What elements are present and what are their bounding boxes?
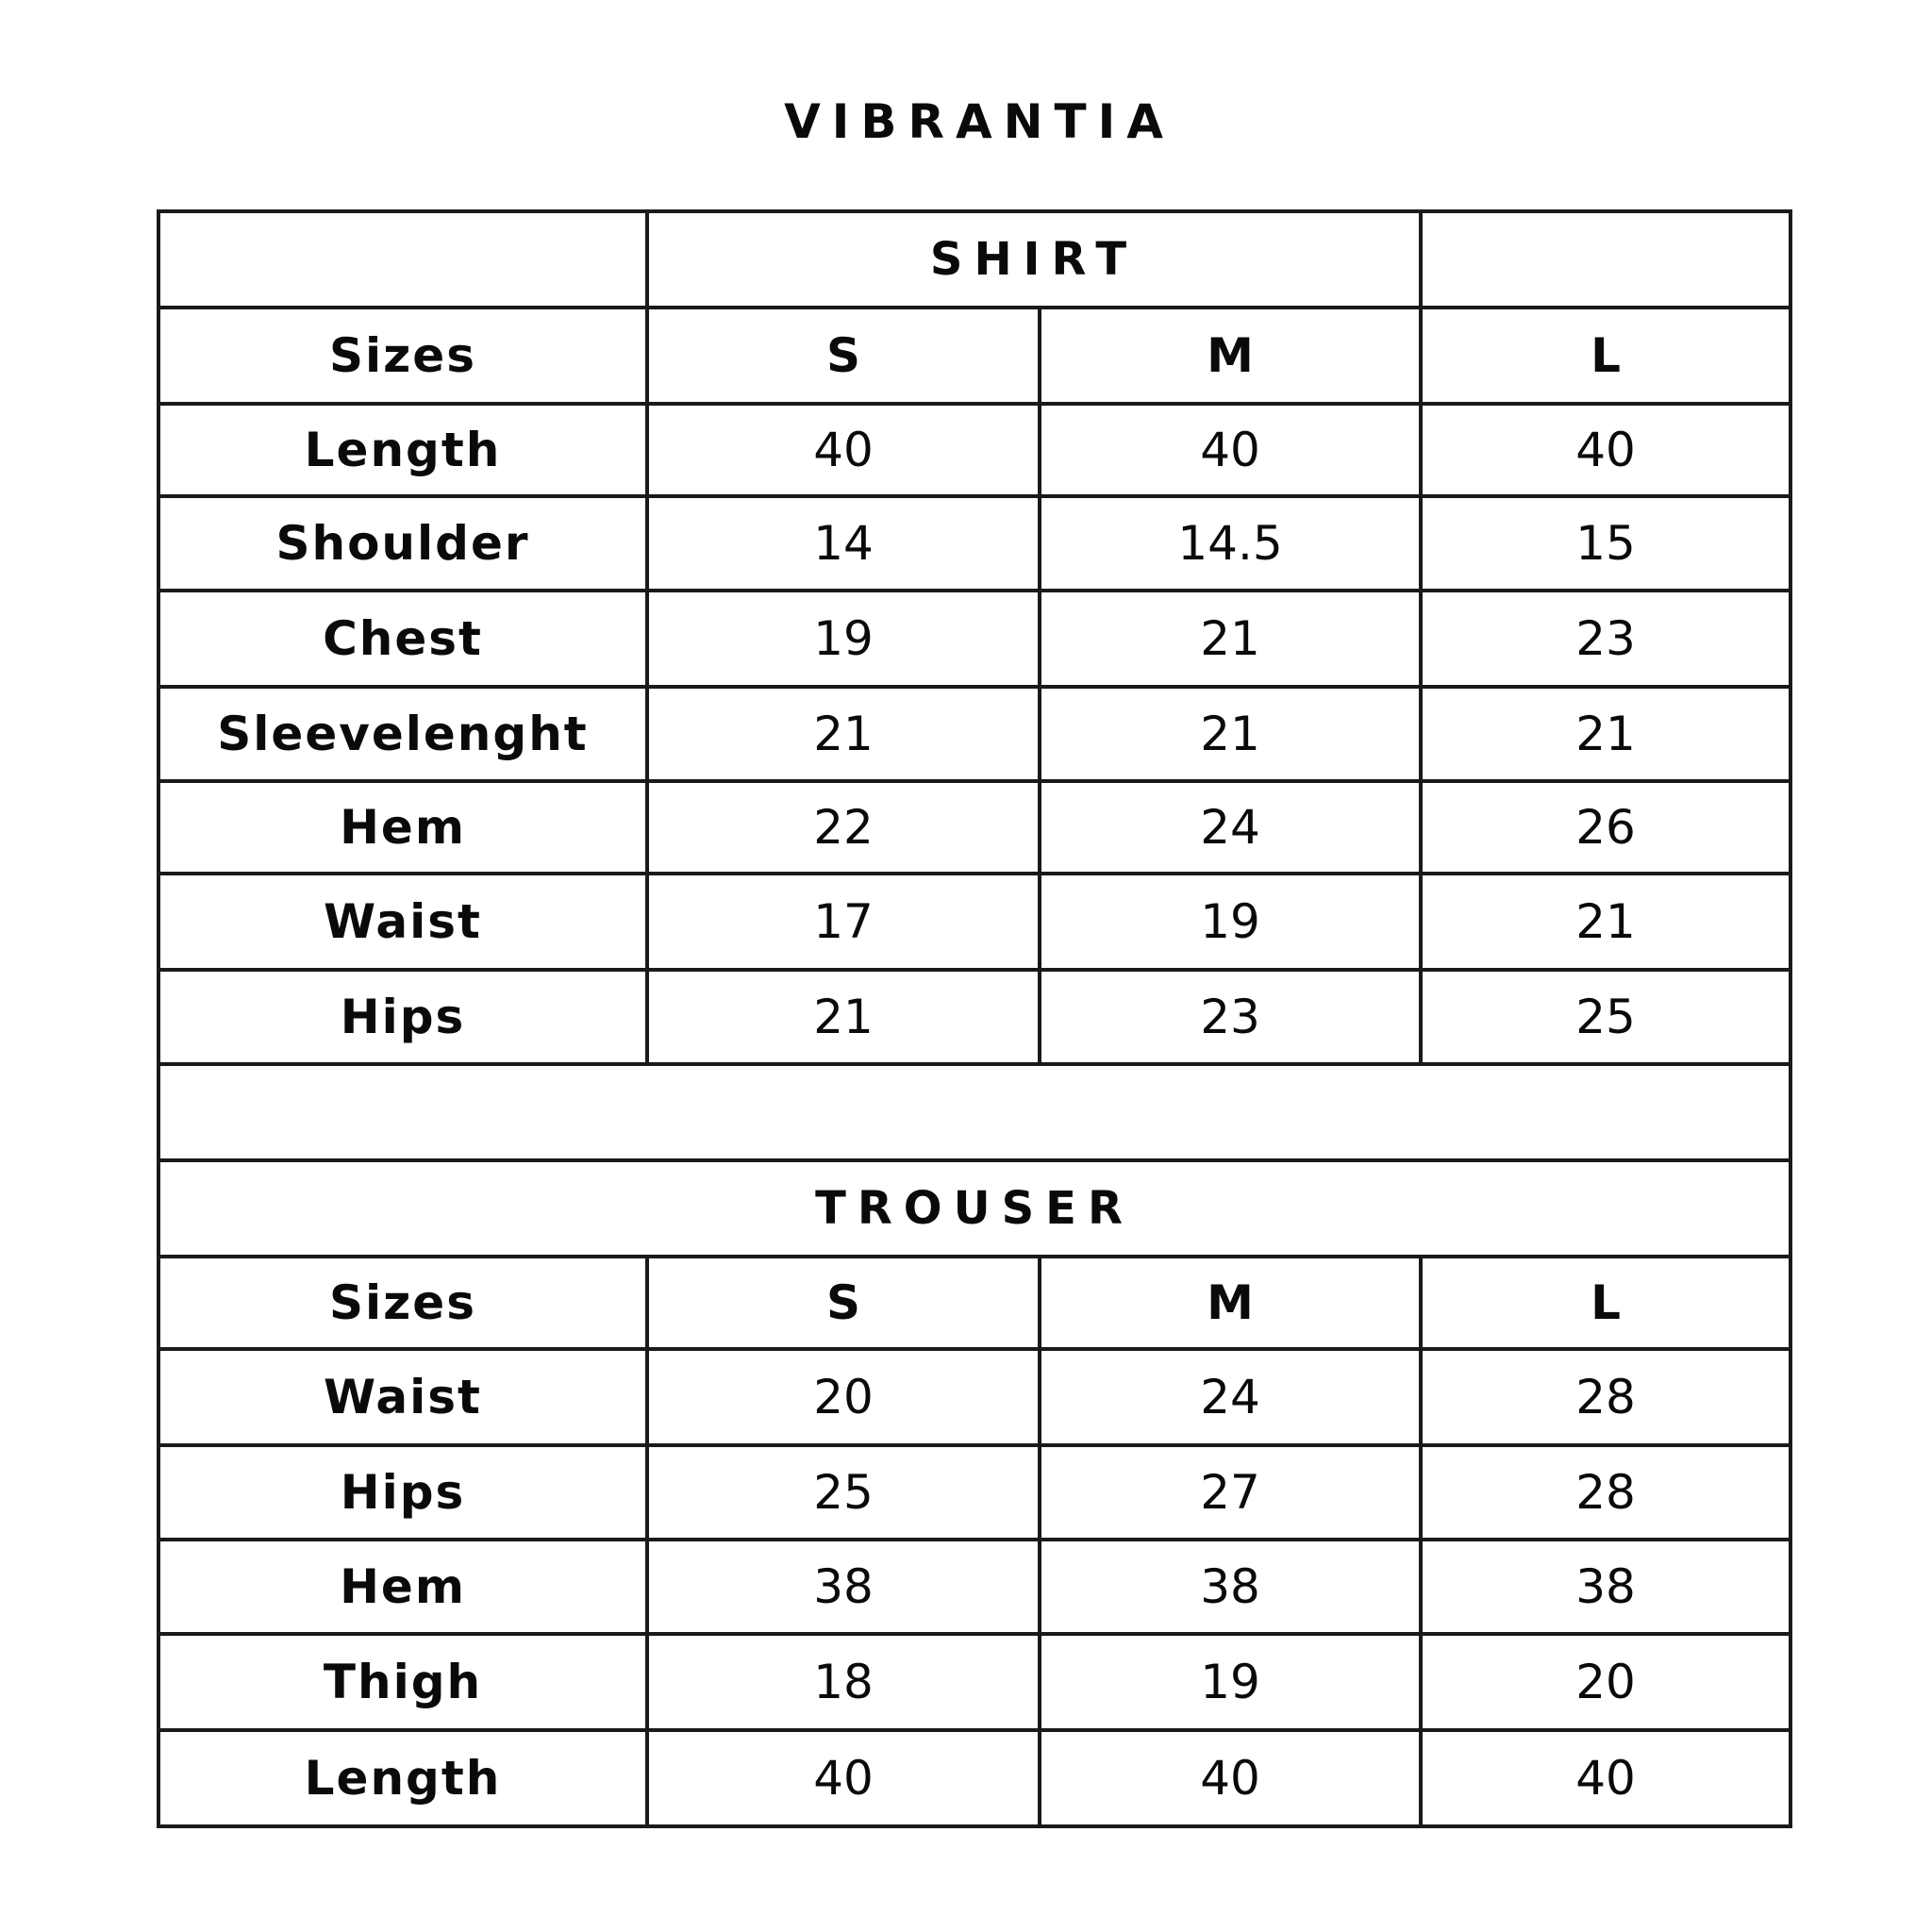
value-m: 38 bbox=[1040, 1540, 1421, 1634]
row-label: Hips bbox=[158, 970, 647, 1064]
row-label: Chest bbox=[158, 591, 647, 687]
table-row bbox=[158, 496, 1790, 591]
trouser-size-l: L bbox=[1421, 1257, 1790, 1349]
table-row bbox=[158, 1730, 1790, 1826]
value-l: 15 bbox=[1421, 496, 1790, 591]
shirt-title-row bbox=[158, 211, 1790, 308]
value-m: 21 bbox=[1040, 591, 1421, 687]
value-s: 38 bbox=[647, 1540, 1040, 1634]
trouser-sizes-header: Sizes bbox=[158, 1257, 647, 1349]
value-l: 28 bbox=[1421, 1445, 1790, 1540]
table-row bbox=[158, 591, 1790, 687]
row-label: Shoulder bbox=[158, 496, 647, 591]
value-s: 20 bbox=[647, 1349, 1040, 1445]
value-l: 40 bbox=[1421, 1730, 1790, 1826]
row-label: Waist bbox=[158, 1349, 647, 1445]
row-label: Waist bbox=[158, 874, 647, 970]
value-m: 27 bbox=[1040, 1445, 1421, 1540]
row-label: Hem bbox=[158, 1540, 647, 1634]
value-m: 24 bbox=[1040, 1349, 1421, 1445]
row-label: Thigh bbox=[158, 1634, 647, 1730]
value-m: 19 bbox=[1040, 1634, 1421, 1730]
value-s: 40 bbox=[647, 404, 1040, 496]
value-s: 25 bbox=[647, 1445, 1040, 1540]
shirt-size-l: L bbox=[1421, 308, 1790, 404]
trouser-size-s: S bbox=[647, 1257, 1040, 1349]
value-s: 22 bbox=[647, 781, 1040, 874]
trouser-header-row bbox=[158, 1257, 1790, 1349]
value-l: 23 bbox=[1421, 591, 1790, 687]
table-row bbox=[158, 404, 1790, 496]
value-m: 14.5 bbox=[1040, 496, 1421, 591]
value-l: 38 bbox=[1421, 1540, 1790, 1634]
table-row bbox=[158, 874, 1790, 970]
trouser-section-title: TROUSER bbox=[158, 1160, 1790, 1257]
shirt-size-m: M bbox=[1040, 308, 1421, 404]
value-l: 28 bbox=[1421, 1349, 1790, 1445]
trouser-title-row bbox=[158, 1160, 1790, 1257]
row-label: Hem bbox=[158, 781, 647, 874]
value-m: 40 bbox=[1040, 404, 1421, 496]
table-row bbox=[158, 687, 1790, 781]
value-s: 21 bbox=[647, 687, 1040, 781]
section-spacer-row bbox=[158, 1064, 1790, 1160]
value-s: 21 bbox=[647, 970, 1040, 1064]
size-chart-table bbox=[157, 209, 1792, 1828]
table-row bbox=[158, 1445, 1790, 1540]
table-row bbox=[158, 1349, 1790, 1445]
brand-title: VIBRANTIA bbox=[784, 94, 1174, 149]
row-label: Sleevelenght bbox=[158, 687, 647, 781]
table-row bbox=[158, 1634, 1790, 1730]
value-l: 21 bbox=[1421, 874, 1790, 970]
shirt-section-title: SHIRT bbox=[647, 211, 1421, 308]
value-m: 19 bbox=[1040, 874, 1421, 970]
table-row bbox=[158, 781, 1790, 874]
value-m: 40 bbox=[1040, 1730, 1421, 1826]
value-s: 14 bbox=[647, 496, 1040, 591]
row-label: Length bbox=[158, 404, 647, 496]
value-s: 17 bbox=[647, 874, 1040, 970]
value-l: 26 bbox=[1421, 781, 1790, 874]
value-m: 21 bbox=[1040, 687, 1421, 781]
value-l: 25 bbox=[1421, 970, 1790, 1064]
shirt-header-row bbox=[158, 308, 1790, 404]
value-m: 24 bbox=[1040, 781, 1421, 874]
value-l: 20 bbox=[1421, 1634, 1790, 1730]
trouser-size-m: M bbox=[1040, 1257, 1421, 1349]
shirt-sizes-header: Sizes bbox=[158, 308, 647, 404]
table-row bbox=[158, 1540, 1790, 1634]
row-label: Hips bbox=[158, 1445, 647, 1540]
value-m: 23 bbox=[1040, 970, 1421, 1064]
value-s: 18 bbox=[647, 1634, 1040, 1730]
value-l: 40 bbox=[1421, 404, 1790, 496]
row-label: Length bbox=[158, 1730, 647, 1826]
shirt-size-s: S bbox=[647, 308, 1040, 404]
value-s: 19 bbox=[647, 591, 1040, 687]
table-row bbox=[158, 970, 1790, 1064]
value-s: 40 bbox=[647, 1730, 1040, 1826]
value-l: 21 bbox=[1421, 687, 1790, 781]
